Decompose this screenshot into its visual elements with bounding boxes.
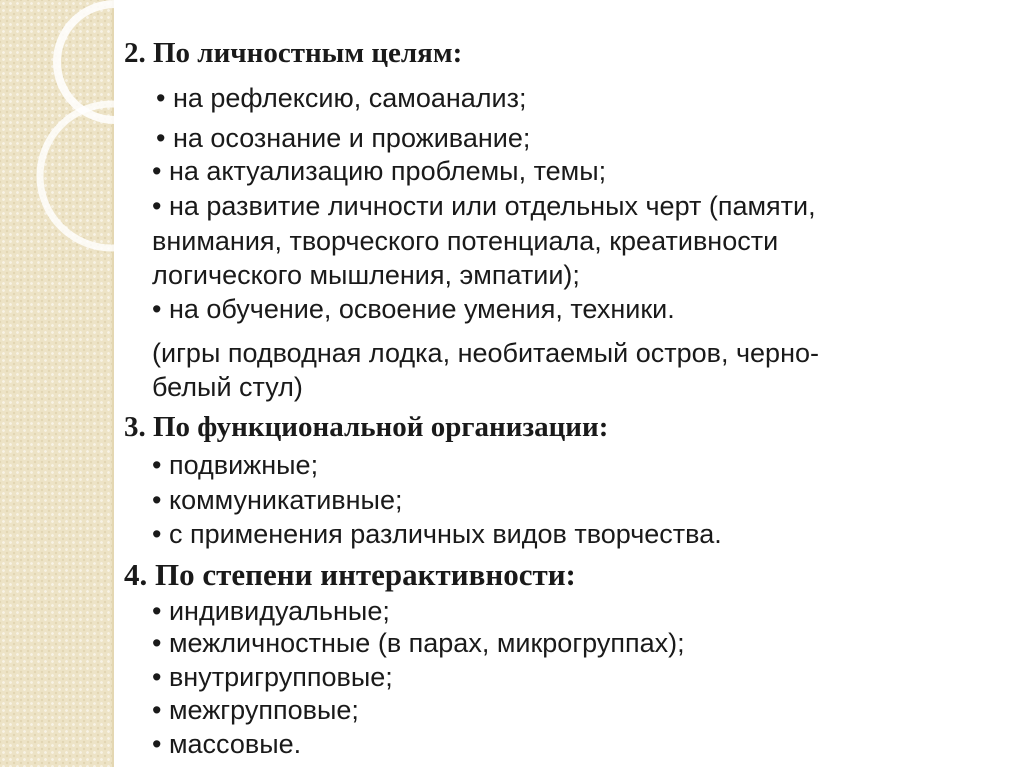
examples-line: (игры подводная лодка, необитаемый остров, черно- [152, 338, 819, 368]
list-item: • на актуализацию проблемы, темы; [152, 156, 607, 186]
section-2-heading: 2. По личностным целям: [124, 37, 463, 69]
list-item: • внутригрупповые; [152, 662, 393, 692]
list-item: • массовые. [152, 729, 302, 759]
section-4-heading: 4. По степени интерактивности: [124, 557, 576, 592]
list-item: • с применения различных видов творчества. [152, 519, 722, 549]
list-item: • подвижные; [152, 450, 319, 480]
list-item: • межличностные (в парах, микрогруппах); [152, 628, 685, 658]
list-item: • межгрупповые; [152, 695, 359, 725]
list-item: • на развитие личности или отдельных черт (памяти, [152, 191, 816, 221]
list-item: • на осознание и проживание; [156, 123, 531, 153]
list-item: внимания, творческого потенциала, креативности [152, 226, 779, 256]
list-item: • на обучение, освоение умения, техники. [152, 294, 675, 324]
list-item: • коммуникативные; [152, 485, 403, 515]
list-item: логического мышления, эмпатии); [152, 260, 580, 290]
decorative-rings-icon [0, 0, 140, 300]
section-3-heading: 3. По функциональной организации: [124, 411, 609, 443]
list-item: • индивидуальные; [152, 596, 390, 626]
list-item: • на рефлексию, самоанализ; [156, 83, 527, 113]
examples-line: белый стул) [152, 372, 303, 402]
